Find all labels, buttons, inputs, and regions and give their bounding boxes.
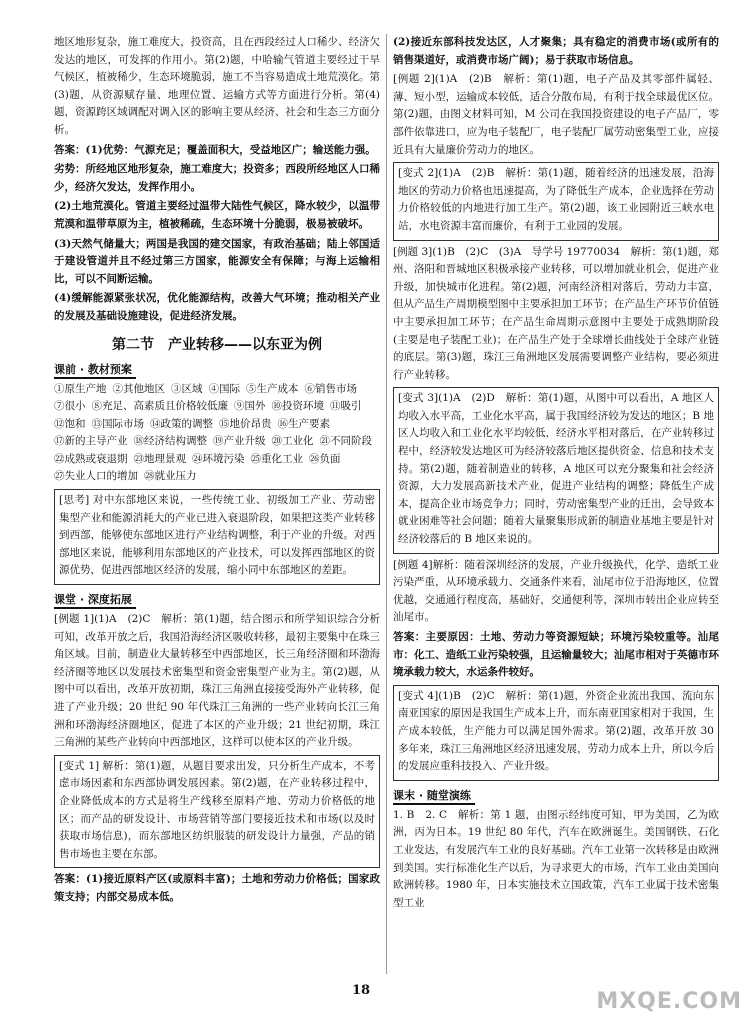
column-divider	[386, 34, 387, 974]
preview-answer-item: ㉒成熟或衰退期	[54, 452, 128, 465]
answer-paragraph: 劣势：所经地区地形复杂，施工难度大；投资多；西段所经地区人口稀少，经济欠发达，发挥作用小。	[54, 163, 380, 193]
preview-answer-item: ⑫饱和	[54, 417, 86, 430]
answer-paragraph: 答案：主要原因：土地、劳动力等资源短缺；环境污染较重等。汕尾市：化工、造纸工业污染较强，且运输量较大；汕尾市相对于英德市环境承载力较大，水运条件较好。	[393, 631, 719, 679]
preview-answer-item: ㉑不同阶段	[319, 435, 372, 448]
preview-answer-item: ⑩投资环境	[271, 400, 324, 413]
preview-answer-item: ㉓地理景观	[133, 452, 186, 465]
preview-answer-item: ⑲产业升级	[213, 435, 266, 448]
preview-answer-item: ④国际	[208, 382, 240, 395]
preview-answer-item: ⑭政策的调整	[150, 417, 213, 430]
preview-answer-item: ⑰新的主导产业	[54, 435, 128, 448]
section-tag-in: 课堂 · 深度拓展	[54, 591, 136, 609]
preview-answer-item: ⑮地价昂贵	[219, 417, 272, 430]
preview-answer-item: ⑦很小	[54, 400, 86, 413]
preview-answer-item: ⑨国外	[234, 400, 266, 413]
page-number: 18	[352, 983, 371, 998]
answer-paragraph: (2)接近东部科技发达区，人才聚集；具有稳定的消费市场(或所有的销售渠道好，或消费市场广阔)；易于获取市场信息。	[393, 36, 719, 66]
preview-answer-item: ⑥销售市场	[304, 382, 357, 395]
section-title: 第二节 产业转移——以东亚为例	[112, 336, 322, 353]
left-column	[54, 34, 380, 909]
preview-answer-item: ③区域	[171, 382, 203, 395]
preview-answer-item: ⑳工业化	[271, 435, 314, 448]
preview-answer-item: ⑬国际市场	[91, 417, 144, 430]
preview-answer-item: ②其他地区	[112, 382, 165, 395]
preview-answer-item: ㉗失业人口的增加	[54, 470, 138, 483]
variant-1-box	[54, 755, 380, 869]
answer-paragraph: 答案：(1)接近原料产区(或原料丰富)；土地和劳动力价格低；国家政策支持；内部交易成本低。	[54, 873, 380, 903]
variant-1: [变式 1] 解析：第(1)题，从题目要求出发，只分析生产成本，不考虑市场因素和东西部协调发展因素。第(2)题，在产业转移过程中，企业降低成本的方式是将生产线移至原料产地、劳动力价格低的地区；而产品的研发设计、市场营销等部门要接近技术和市场(以及时获取市场信息)，而东部地区纺织服装的研发设计力量强，产品的销售市场也主要在东部。	[59, 759, 375, 860]
answer-paragraph: (4)缓解能源紧张状况，优化能源结构，改善大气环境；推动相关产业的发展及基础设施建设，促进经济发展。	[54, 292, 380, 322]
preview-answer-item: ⑱经济结构调整	[133, 435, 207, 448]
preview-answer-item: ⑤生产成本	[246, 382, 299, 395]
variant-4-box	[393, 685, 719, 781]
example-1: [例题 1](1)A (2)C 解析：第(1)题，结合图示和所学知识综合分析可知，改革开放之后，我国沿海经济区吸收转移，最初主要集中在珠三角区域。目前，制造业大量转移至中西部地区，长三角经济圈和环渤海经济圈等地区以发展技术密集型和资金密集型产业为主。第(2)题，从图中可以看出，改革开放初期，珠江三角洲直接接受海外产业转移，促进了产业升级；20 世纪 90 年代珠江三角洲的一些产业转向长江三角洲和环渤海经济圈地区，促进了本区的产业升级；21 世纪初期，珠江三角洲的某些产业转向中西部地区，这样可以使本区的产业升级。	[54, 613, 380, 749]
preview-answer-item: ㉕重化工业	[250, 452, 303, 465]
preview-answer-grid	[54, 381, 380, 487]
answer-paragraph: (2)土地荒漠化。管道主要经过温带大陆性气候区，降水较少，以温带荒漠和温带草原为主，植被稀疏，生态环境十分脆弱，极易被破坏。	[54, 200, 380, 230]
preview-answer-item: ①原生产地	[54, 382, 107, 395]
watermark-logo: MXQE.COM	[596, 989, 742, 1014]
variant-3-box	[393, 387, 719, 553]
right-column	[393, 34, 719, 914]
answer-paragraph: 答案：(1)优势：气源充足；覆盖面积大，受益地区广；输送能力强。	[54, 143, 376, 156]
preview-answer-item: ㉘就业压力	[144, 470, 197, 483]
variant-3: [变式 3](1)A (2)D 解析：第(1)题，从图中可以看出，A 地区人均收入水平高，工业化水平高，属于我国经济较为发达的地区；B 地区人均收入和工业化水平均较低，经济水平相对落后，在产业转移过程中，经济较发达地区可为经济较落后地区提供资金、信息和技术支持。第(2)题，随着制造业的转移，A 地区可以充分聚集和社会经济资源，大力发展高新技术产业，促进产业结构的调整；降低生产成本，提高企业市场竞争力；同时，劳动密集型产业的迁出，会导致本就业困难等社会问题；随着大量聚集形成新的制造业基地主要是针对经济较落后的 B 地区来说的。	[398, 392, 714, 546]
answer-paragraph: (3)天然气储量大；两国是我国的建交国家，有政治基础；陆上邻国适于建设管道并且不经过第三方国家，能源安全有保障；与海上运输相比，可以不间断运输。	[54, 237, 380, 285]
preview-answer-item: ⑧充足、高素质且价格较低廉	[91, 400, 228, 413]
section-tag-post: 课末 · 随堂演练	[393, 787, 475, 805]
think-text: [思考] 对中东部地区来说，一些传统工业、初级加工产业、劳动密集型产业和能源消耗大的产业已进入衰退阶段，如果把这类产业转移到西部，能够使东部地区进行产业结构调整，利于产业的升级。对西部地区来说，能够利用东部地区的产业技术，可以发挥西部地区的资源优势，促进西部地区经济的发展，缩小同中东部地区的差距。	[59, 494, 375, 577]
example-4: [例题 4]解析：随着深圳经济的发展，产业升级换代，化学、造纸工业污染严重，从环境承载力、交通条件来看，汕尾市位于沿海地区，位置优越，交通通行程度高，基础好，交通便利等，深圳市转出企业应转至汕尾市。	[393, 558, 719, 624]
variant-4: [变式 4](1)B (2)C 解析：第(1)题，外资企业流出我国、流向东南亚国家的原因是我国生产成本上升，而东南亚国家相对于我国，生产成本较低，生产能力可以满足国外需求。第(2)题，改革开放 30 多年来，珠江三角洲地区经济迅速发展，劳动力成本上升，所以今后的发展应重科技投入、产业升级。	[398, 689, 714, 773]
example-2: [例题 2](1)A (2)B 解析：第(1)题，电子产品及其零部件属轻、薄、短小型，运输成本较低，适合分散布局，有利于找全球最优区位。第(2)题，由图文材料可知，M 公司在我国投资建设的电子产品厂，零部件依靠进口，应为电子装配厂，电子装配厂属劳动密集型工业，应接近具有大量廉价劳动力的地区。	[393, 73, 719, 156]
think-box	[54, 489, 380, 585]
preview-answer-item: ㉖负面	[309, 452, 341, 465]
variant-2-box	[393, 162, 719, 240]
preview-answer-item: ㉔环境污染	[192, 452, 245, 465]
answer-paragraph: 地区地形复杂，施工难度大，投资高，且在西段经过人口稀少、经济欠发达的地区，可发挥的作用小。第(2)题，中哈输气管道主要经过干旱气候区，植被稀少，生态环境脆弱，施工不当容易造成土地荒漠化。第(3)题，从资源赋存量、地理位置、运输方式等方面进行分析。第(4)题，资源跨区域调配对调入区的影响主要从经济、社会和生态三方面分析。	[54, 36, 380, 136]
variant-2: [变式 2](1)A (2)B 解析：第(1)题，随着经济的迅速发展，沿海地区的劳动力价格也迅速提高，为了降低生产成本，企业选择在劳动力价格较低的内地进行加工生产。第(2)题，该工业园附近三峡水电站，水电资源丰富而廉价，有利于工业园的发展。	[398, 167, 714, 232]
section-tag-pre: 课前 · 教材预案	[54, 361, 136, 379]
preview-answer-item: ⑪吸引	[330, 400, 362, 413]
preview-answer-item: ⑯生产要素	[277, 417, 330, 430]
practice-answers: 1. B 2. C 解析：第 1 题，由图示经纬度可知，甲为美国，乙为欧洲，丙为日本。19 世纪 80 年代，汽车在欧洲诞生。美国钢铁、石化工业发达，有发展汽车工业的良好基础。汽车工业第一次转移是由欧洲到美国。实行标准化生产以后，为寻求更大的市场，汽车工业由美国向欧洲转移。1980 年，日本实施技术立国政策，汽车工业属于技术密集型工业	[393, 808, 719, 909]
example-3: [例题 3](1)B (2)C (3)A 导学号 19770034 解析：第(1)题，郑州、洛阳和晋城地区积极承接产业转移，可以增加就业机会，促进产业升级，加快城市化进程。第(2)题，河南经济相对落后，劳动力丰富，但从产品生产周期模型图中主要承担加工环节；在产品生产环节价值链中主要承担加工环节；在产品生命周期示意图中主要处于成熟期阶段(主要是电子装配工业)；在产品生产处于全球增长曲线处于全球产业链的底层。第(3)题，珠江三角洲地区发展需要调整产业结构，要必须进行产业转移。	[393, 245, 719, 381]
